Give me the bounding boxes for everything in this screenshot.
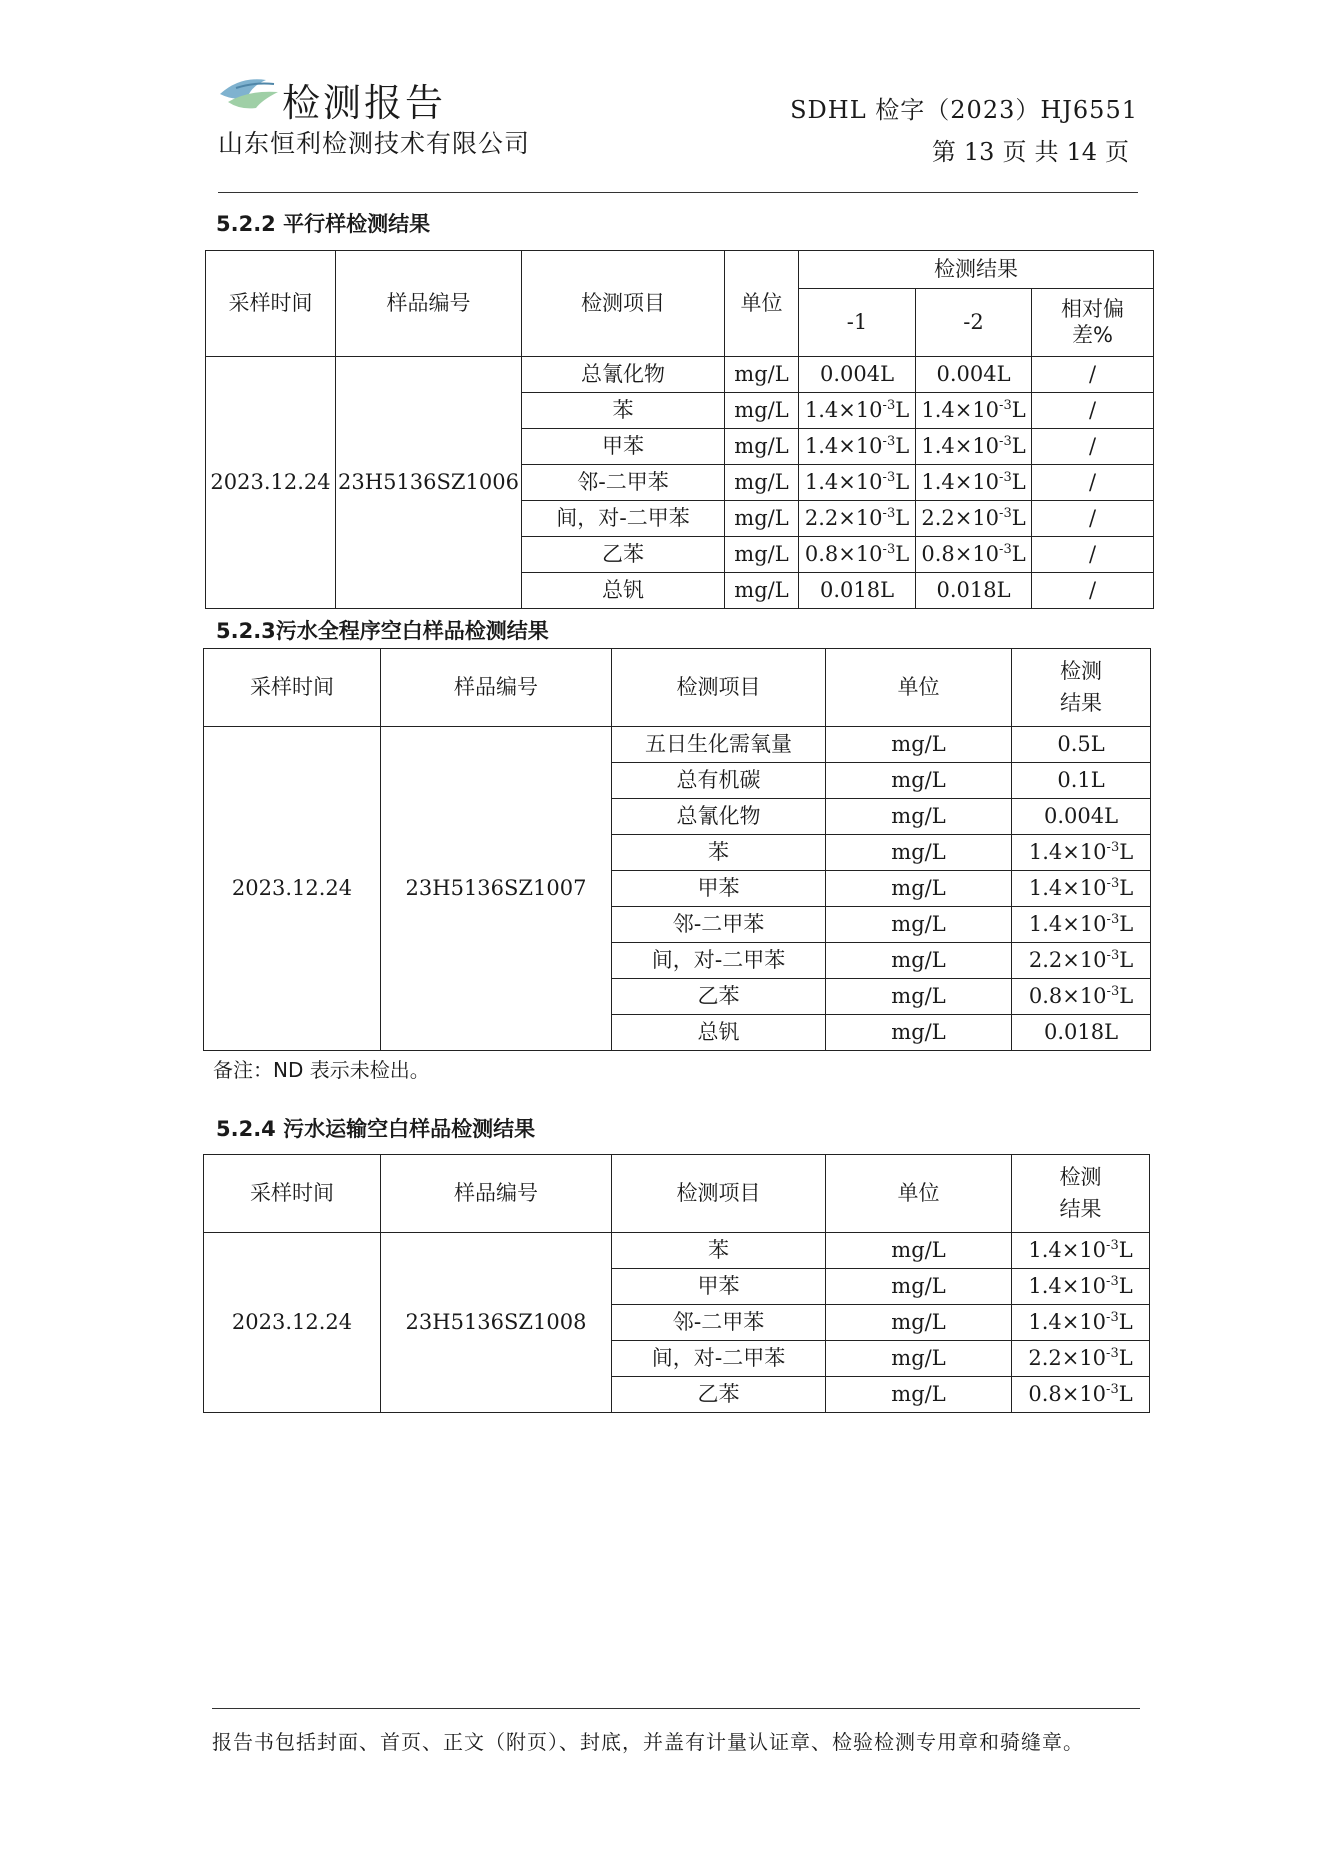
unit: mg/L	[826, 763, 1012, 799]
company-name: 山东恒利检测技术有限公司	[218, 129, 531, 158]
unit: mg/L	[725, 537, 799, 573]
result-2: 0.004L	[916, 357, 1032, 393]
header-result-1: -1	[799, 289, 916, 357]
header-sampling-time: 采样时间	[204, 649, 381, 727]
test-result: $1.4\times 10^{-3}L$	[1012, 871, 1151, 907]
test-item: 总氰化物	[612, 799, 826, 835]
test-result: $1.4\times 10^{-3}L$	[1012, 1233, 1150, 1269]
test-item: 甲苯	[522, 429, 725, 465]
header-sample-number: 样品编号	[381, 1155, 612, 1233]
unit: mg/L	[826, 871, 1012, 907]
unit: mg/L	[826, 1015, 1012, 1051]
test-result: 0.5L	[1012, 727, 1151, 763]
test-item: 甲苯	[612, 871, 826, 907]
sampling-date: 2023.12.24	[206, 357, 336, 609]
result-2: 0.018L	[916, 573, 1032, 609]
company-logo-icon	[218, 72, 286, 112]
unit: mg/L	[725, 501, 799, 537]
relative-deviation: /	[1032, 429, 1154, 465]
header-sampling-time: 采样时间	[206, 251, 336, 357]
unit: mg/L	[826, 835, 1012, 871]
test-item: 总钒	[522, 573, 725, 609]
test-item: 苯	[522, 393, 725, 429]
unit: mg/L	[725, 357, 799, 393]
section-title-524: 5.2.4 污水运输空白样品检测结果	[216, 1117, 536, 1141]
result-1: 0.018L	[799, 573, 916, 609]
relative-deviation: /	[1032, 393, 1154, 429]
test-item: 乙苯	[612, 1377, 826, 1413]
page-number: 第 13 页 共 14 页	[931, 138, 1129, 166]
header-unit: 单位	[826, 1155, 1012, 1233]
test-result: 0.018L	[1012, 1015, 1151, 1051]
unit: mg/L	[826, 1269, 1012, 1305]
table-note: 备注：ND 表示未检出。	[213, 1058, 430, 1082]
result-1: 0.004L	[799, 357, 916, 393]
test-item: 间，对-二甲苯	[522, 501, 725, 537]
test-item: 总有机碳	[612, 763, 826, 799]
header-result-2: -2	[916, 289, 1032, 357]
unit: mg/L	[826, 1377, 1012, 1413]
sampling-date: 2023.12.24	[204, 1233, 381, 1413]
test-result: 0.004L	[1012, 799, 1151, 835]
test-item: 五日生化需氧量	[612, 727, 826, 763]
unit: mg/L	[725, 465, 799, 501]
section-title-523: 5.2.3污水全程序空白样品检测结果	[216, 619, 549, 643]
sample-number: 23H5136SZ1008	[381, 1233, 612, 1413]
unit: mg/L	[725, 573, 799, 609]
footer-divider	[212, 1708, 1140, 1709]
test-result: $1.4\times 10^{-3}L$	[1012, 1305, 1150, 1341]
result-2: $1.4\times 10^{-3}L$	[916, 393, 1032, 429]
unit: mg/L	[826, 1305, 1012, 1341]
unit: mg/L	[826, 907, 1012, 943]
unit: mg/L	[725, 393, 799, 429]
unit: mg/L	[826, 727, 1012, 763]
test-result: $2.2\times 10^{-3}L$	[1012, 1341, 1150, 1377]
test-result: $1.4\times 10^{-3}L$	[1012, 1269, 1150, 1305]
header-unit: 单位	[826, 649, 1012, 727]
header-test-item: 检测项目	[612, 649, 826, 727]
test-item: 甲苯	[612, 1269, 826, 1305]
sample-number: 23H5136SZ1006	[336, 357, 522, 609]
unit: mg/L	[826, 943, 1012, 979]
parallel-sample-table	[205, 250, 1154, 609]
test-item: 邻-二甲苯	[522, 465, 725, 501]
result-1: $1.4\times 10^{-3}L$	[799, 429, 916, 465]
relative-deviation: /	[1032, 357, 1154, 393]
test-item: 间，对-二甲苯	[612, 1341, 826, 1377]
result-1: $0.8\times 10^{-3}L$	[799, 537, 916, 573]
header-test-result: 检测结果	[1012, 1155, 1150, 1233]
relative-deviation: /	[1032, 501, 1154, 537]
test-item: 乙苯	[522, 537, 725, 573]
result-2: $1.4\times 10^{-3}L$	[916, 465, 1032, 501]
unit: mg/L	[826, 799, 1012, 835]
test-item: 苯	[612, 1233, 826, 1269]
full-procedure-blank-table	[203, 648, 1151, 1051]
test-result: $1.4\times 10^{-3}L$	[1012, 835, 1151, 871]
result-2: $2.2\times 10^{-3}L$	[916, 501, 1032, 537]
unit: mg/L	[826, 1341, 1012, 1377]
test-result: 0.1L	[1012, 763, 1151, 799]
header-test-result: 检测结果	[799, 251, 1154, 289]
test-result: $0.8\times 10^{-3}L$	[1012, 979, 1151, 1015]
result-2: $0.8\times 10^{-3}L$	[916, 537, 1032, 573]
test-result: $2.2\times 10^{-3}L$	[1012, 943, 1151, 979]
relative-deviation: /	[1032, 537, 1154, 573]
header-unit: 单位	[725, 251, 799, 357]
unit: mg/L	[725, 429, 799, 465]
test-item: 苯	[612, 835, 826, 871]
header-test-item: 检测项目	[612, 1155, 826, 1233]
footer-note: 报告书包括封面、首页、正文（附页）、封底，并盖有计量认证章、检验检测专用章和骑缝章。	[212, 1730, 1084, 1754]
unit: mg/L	[826, 1233, 1012, 1269]
test-item: 间，对-二甲苯	[612, 943, 826, 979]
report-title: 检测报告	[282, 81, 447, 125]
report-number: SDHL 检字（2023）HJ6551	[790, 96, 1138, 124]
relative-deviation: /	[1032, 465, 1154, 501]
sampling-date: 2023.12.24	[204, 727, 381, 1051]
header-test-item: 检测项目	[522, 251, 725, 357]
test-item: 乙苯	[612, 979, 826, 1015]
test-item: 总氰化物	[522, 357, 725, 393]
test-result: $1.4\times 10^{-3}L$	[1012, 907, 1151, 943]
section-title-522: 5.2.2 平行样检测结果	[216, 212, 431, 236]
sample-number: 23H5136SZ1007	[381, 727, 612, 1051]
test-item: 邻-二甲苯	[612, 907, 826, 943]
unit: mg/L	[826, 979, 1012, 1015]
result-1: $1.4\times 10^{-3}L$	[799, 465, 916, 501]
relative-deviation: /	[1032, 573, 1154, 609]
result-1: $2.2\times 10^{-3}L$	[799, 501, 916, 537]
test-item: 总钒	[612, 1015, 826, 1051]
test-item: 邻-二甲苯	[612, 1305, 826, 1341]
header-sampling-time: 采样时间	[204, 1155, 381, 1233]
result-2: $1.4\times 10^{-3}L$	[916, 429, 1032, 465]
result-1: $1.4\times 10^{-3}L$	[799, 393, 916, 429]
header-sample-number: 样品编号	[381, 649, 612, 727]
header-divider	[218, 192, 1138, 193]
transport-blank-table	[203, 1154, 1150, 1413]
header-relative-deviation: 相对偏差%	[1032, 289, 1154, 357]
header-test-result: 检测结果	[1012, 649, 1151, 727]
header-sample-number: 样品编号	[336, 251, 522, 357]
test-result: $0.8\times 10^{-3}L$	[1012, 1377, 1150, 1413]
